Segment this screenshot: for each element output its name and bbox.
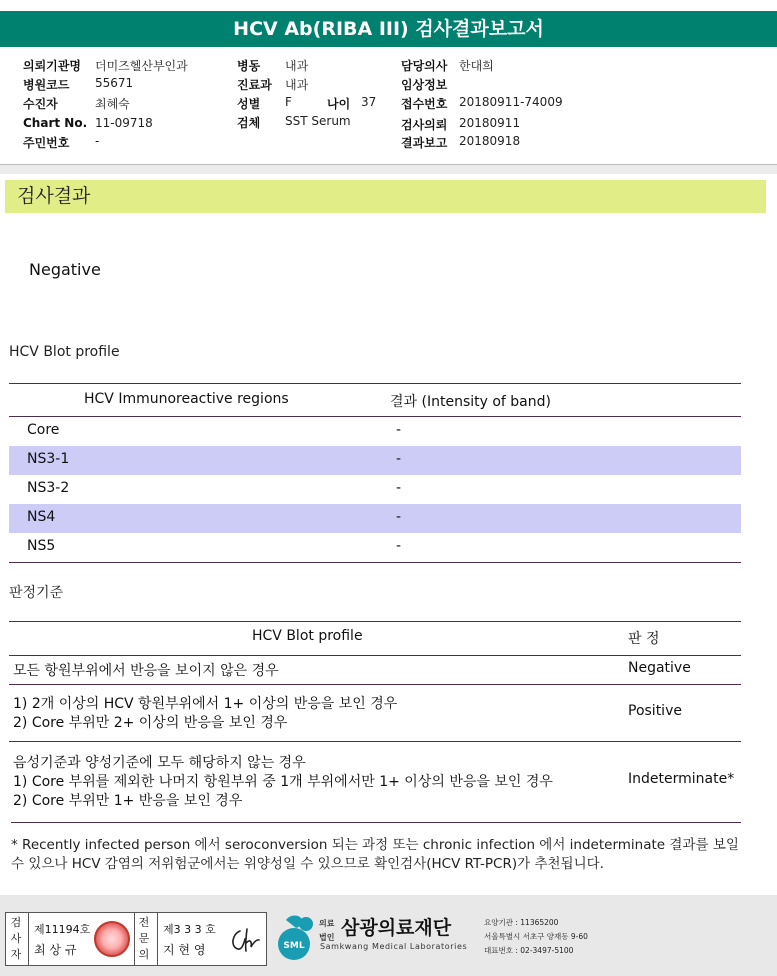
table-row (9, 417, 741, 446)
region-cell: NS5 (27, 538, 56, 554)
table-row (9, 655, 741, 684)
footnote-line: 수 있으나 HCV 감염의 저위험군에서는 위양성일 수 있으므로 확인검사(HCV RT-PCR)가 추천됩니다. (11, 856, 604, 872)
handwritten-signature (228, 925, 262, 955)
divider (28, 913, 29, 965)
age-label: 나이 (327, 97, 351, 111)
header-blot-profile: HCV Blot profile (252, 628, 363, 644)
sml-logo-icon (272, 912, 322, 962)
footnote (11, 822, 741, 874)
table-row (9, 684, 741, 741)
recipient-label: 수진자 (23, 97, 58, 111)
report-date-value: 20180918 (459, 134, 521, 148)
chart-no-label: Chart No. (23, 116, 88, 130)
resident-no-label: 주민번호 (23, 136, 70, 150)
criteria-line: 모든 항원부위에서 반응을 보이지 않은 경우 (13, 663, 279, 679)
request-date-label: 검사의뢰 (401, 118, 448, 132)
result-cell: - (396, 480, 402, 496)
table-row (9, 446, 741, 475)
blot-profile-title: HCV Blot profile (9, 344, 120, 360)
department-value: 내과 (285, 78, 309, 92)
result-cell: - (396, 538, 402, 554)
blot-table-header (9, 383, 741, 417)
sex-value: F (285, 95, 292, 109)
table-row (9, 533, 741, 562)
org-name: 삼광의료재단 (341, 917, 452, 939)
criteria-line: 2) Core 부위만 2+ 이상의 반응을 보인 경우 (13, 715, 288, 731)
hospital-code-value: 55671 (95, 76, 134, 90)
table-bottom-rule (9, 562, 741, 563)
result-cell: - (396, 422, 402, 438)
criteria-table-header (9, 621, 741, 655)
clinical-info-label: 임상정보 (401, 78, 448, 92)
institution-label: 의뢰기관명 (23, 59, 81, 73)
criteria-table (9, 621, 741, 821)
table-row (9, 741, 741, 821)
specialist-label: 전문의 (138, 916, 150, 961)
blot-profile-table (9, 383, 741, 563)
region-cell: NS3-1 (27, 451, 70, 467)
divider (157, 913, 158, 965)
region-cell: NS4 (27, 509, 56, 525)
specimen-value: SST Serum (285, 114, 351, 128)
specimen-label: 검체 (237, 116, 261, 130)
footnote-line: * Recently infected person 에서 seroconversion 되는 과정 또는 chronic infection 에서 indeterminate 결과를 보일 (11, 837, 739, 853)
signature-box (5, 912, 267, 966)
doctor-value: 한대희 (459, 59, 494, 73)
hospital-code-label: 병원코드 (23, 78, 70, 92)
org-category-top: 의료 (319, 919, 335, 928)
result-cell: - (396, 509, 402, 525)
doctor-label: 담당의사 (401, 59, 448, 73)
age-value: 37 (361, 95, 377, 109)
specialist-license: 제3 3 3 호 (163, 923, 216, 936)
judgement-cell: Indeterminate* (628, 771, 735, 787)
receipt-no-value: 20180911-74009 (459, 95, 563, 109)
chart-no-value: 11-09718 (95, 116, 153, 130)
org-category-bottom: 법인 (319, 933, 335, 942)
criteria-line: 1) 2개 이상의 HCV 항원부위에서 1+ 이상의 반응을 보인 경우 (13, 696, 398, 712)
ward-label: 병동 (237, 59, 261, 73)
recipient-value: 최혜숙 (95, 97, 130, 111)
resident-no-value: - (95, 134, 100, 148)
table-row (9, 475, 741, 504)
org-phone: 대표번호 : 02-3497-5100 (484, 946, 574, 955)
ward-value: 내과 (285, 59, 309, 73)
judgement-cell: Positive (628, 703, 682, 719)
receipt-no-label: 접수번호 (401, 97, 448, 111)
logo-text: SML (283, 941, 305, 951)
org-code: 요양기관 : 11365200 (484, 918, 559, 927)
criteria-line: 2) Core 부위만 1+ 반응을 보인 경우 (13, 793, 243, 809)
criteria-title: 판정기준 (9, 585, 64, 601)
region-cell: NS3-2 (27, 480, 70, 496)
patient-info (0, 55, 777, 165)
divider (134, 913, 135, 965)
region-cell: Core (27, 422, 60, 438)
examiner-label: 검사자 (10, 916, 22, 961)
header-judgement: 판 정 (628, 631, 660, 647)
section-divider (0, 164, 777, 174)
result-cell: - (396, 451, 402, 467)
criteria-line: 1) Core 부위를 제외한 나머지 항원부위 중 1개 부위에서만 1+ 이상의 반응을 보인 경우 (13, 774, 553, 790)
criteria-line: 음성기준과 양성기준에 모두 해당하지 않는 경우 (13, 755, 306, 771)
examiner-name: 최 상 규 (34, 943, 77, 957)
result-section-header: 검사결과 (5, 180, 766, 213)
org-address: 서울특별시 서초구 양재동 9-60 (484, 932, 588, 941)
sex-label: 성별 (237, 97, 261, 111)
header-regions: HCV Immunoreactive regions (84, 391, 289, 407)
table-row (9, 504, 741, 533)
official-stamp (94, 921, 130, 957)
judgement-cell: Negative (628, 660, 691, 676)
test-result: Negative (29, 260, 101, 279)
institution-value: 더미즈헬산부인과 (95, 59, 188, 73)
specialist-name: 지 현 영 (163, 943, 206, 957)
examiner-license: 제11194호 (34, 923, 91, 936)
request-date-value: 20180911 (459, 116, 521, 130)
report-title: HCV Ab(RIBA III) 검사결과보고서 (0, 11, 777, 47)
header-intensity: 결과 (Intensity of band) (390, 394, 551, 410)
org-name-english: Samkwang Medical Laboratories (320, 942, 468, 951)
report-date-label: 결과보고 (401, 136, 448, 150)
department-label: 진료과 (237, 78, 272, 92)
